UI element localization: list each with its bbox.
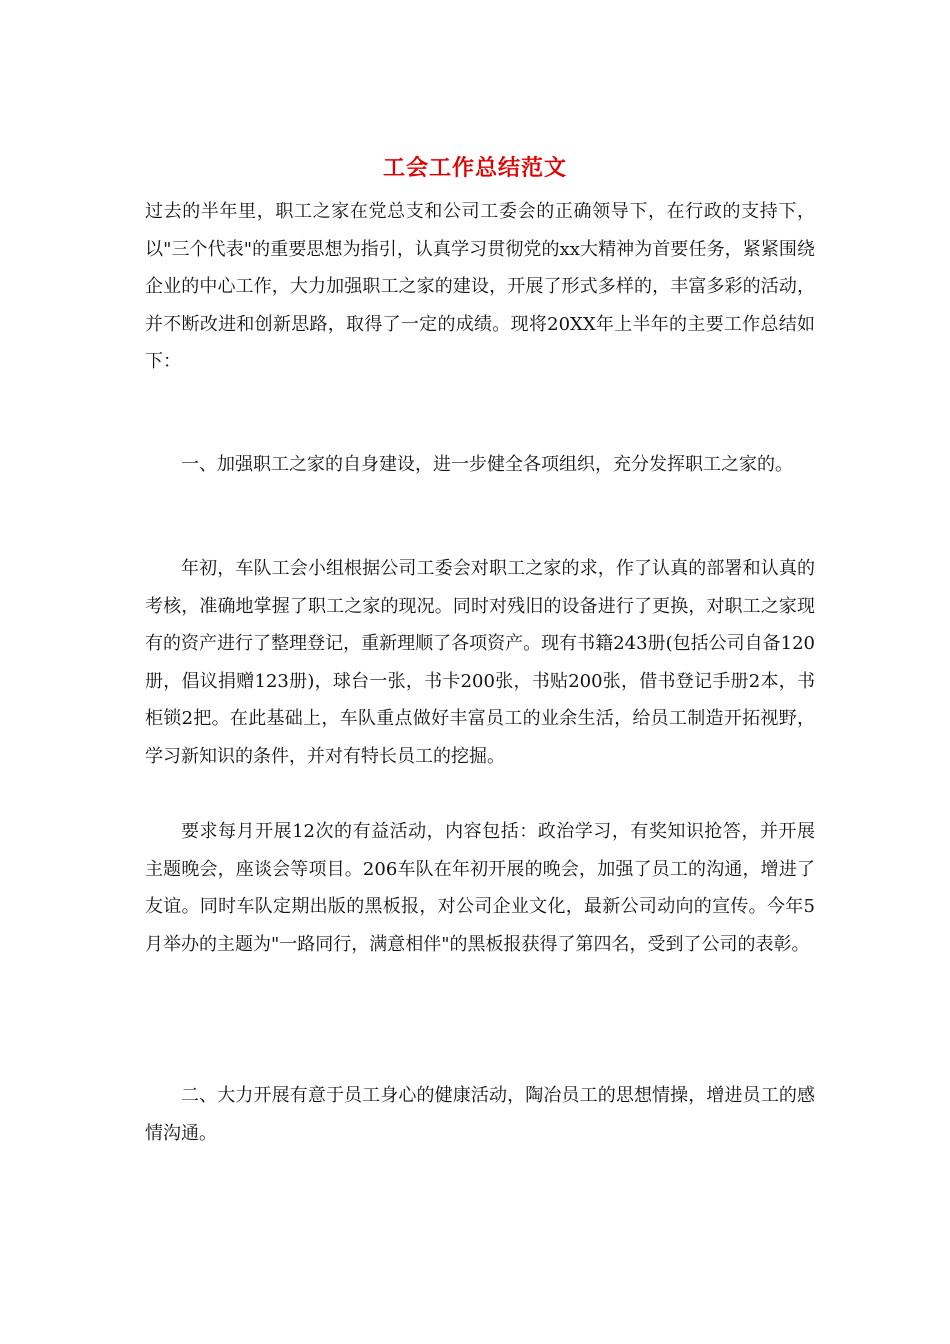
section-heading-2: 二、大力开展有意于员工身心的健康活动，陶冶员工的思想情操，增进员工的感情沟通。 xyxy=(145,1085,815,1144)
body-paragraph-assets: 年初，车队工会小组根据公司工委会对职工之家的求，作了认真的部署和认真的考核，准确地掌握了职工之家的现况。同时对残旧的设备进行了更换，对职工之家现有的资产进行了整理登记，重新理顺了各项资产。现有书籍243册(包括公司自备120册，倡议捐赠123册)，球台一张，书卡200张，书贴200张，借书登记手册2本，书柜锁2把。在此基础上，车队重点做好丰富员工的业余生活，给员工制造开拓视野，学习新知识的条件，并对有特长员工的挖掘。 xyxy=(145,558,815,767)
intro-paragraph: 过去的半年里，职工之家在党总支和公司工委会的正确领导下，在行政的支持下，以"三个代表"的重要思想为指引，认真学习贯彻党的xx大精神为首要任务，紧紧围绕企业的中心工作，大力加强职工之家的建设，开展了形式多样的，丰富多彩的活动，并不断改进和创新思路，取得了一定的成绩。现将20XX年上半年的主要工作总结如下： xyxy=(145,201,815,372)
document-title: 工会工作总结范文 xyxy=(382,155,567,181)
section-heading-1: 一、加强职工之家的自身建设，进一步健全各项组织，充分发挥职工之家的。 xyxy=(181,454,793,475)
body-paragraph-activities: 要求每月开展12次的有益活动，内容包括：政治学习，有奖知识抢答，并开展主题晚会，座谈会等项目。206车队在年初开展的晚会，加强了员工的沟通，增进了友谊。同时车队定期出版的黑板报，对公司企业文化，最新公司动向的宣传。今年5月举办的主题为"一路同行，满意相伴"的黑板报获得了第四名，受到了公司的表彰。 xyxy=(145,821,815,955)
